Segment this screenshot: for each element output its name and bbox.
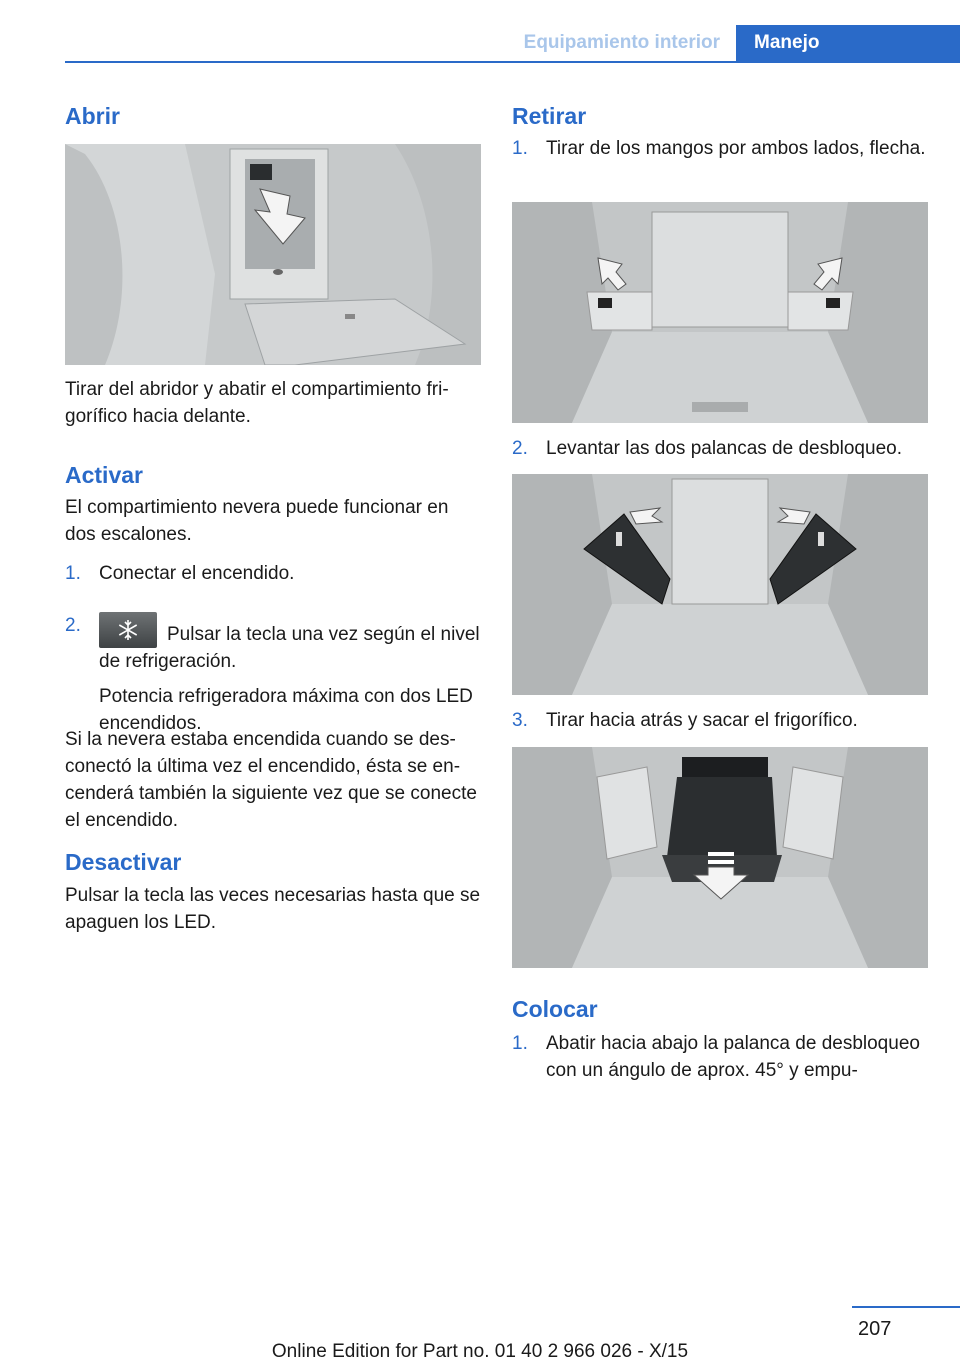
heading-desactivar: Desactivar [65, 849, 182, 875]
page-header [65, 25, 960, 63]
step-text: Levantar las dos palancas de desbloqueo. [546, 438, 902, 459]
step-text: Pulsar la tecla una vez según el nivel de refrigeración. [99, 624, 480, 672]
abrir-caption: Tirar del abridor y abatir el compartimiento frigorífico hacia delante. [65, 379, 449, 427]
step-number: 2. [512, 438, 528, 459]
figure-release-levers [512, 474, 928, 695]
heading-abrir: Abrir [65, 103, 120, 129]
heading-colocar: Colocar [512, 996, 598, 1022]
step-number: 1. [65, 563, 81, 584]
footer-rule [852, 1306, 960, 1308]
step-number: 1. [512, 1033, 528, 1054]
step-number: 3. [512, 710, 528, 731]
activar-outro: Si la nevera estaba encendida cuando se desconectó la última vez el encendido, ésta se encenderá también la siguiente vez que se conecte el encendido. [65, 729, 477, 831]
header-chapter-tab: Manejo [736, 25, 960, 61]
activar-outro-block [65, 726, 481, 834]
heading-retirar: Retirar [512, 103, 587, 129]
header-section-title: Equipamiento interior [523, 32, 720, 53]
step-text: Tirar hacia atrás y sacar el frigorífico. [546, 710, 858, 731]
step-note: Potencia refrigeradora máxima con dos LED encendidos. [99, 686, 473, 734]
desactivar-text: Pulsar la tecla las veces necesarias hasta que se apaguen los LED. [65, 885, 481, 933]
edition-note: Online Edition for Part no. 01 40 2 966 026 - X/15 [271, 1341, 689, 1362]
figure-pull-out-cooler [512, 747, 928, 968]
figure-pull-handles [512, 202, 928, 423]
activar-intro: El compartimiento nevera puede funcionar en dos escalones. [65, 497, 449, 545]
figure-open-cooler [65, 144, 481, 365]
desactivar-text-block [65, 882, 481, 936]
step-text: Tirar de los mangos por ambos lados, flecha. [546, 138, 926, 159]
step-text: Abatir hacia abajo la palanca de desbloqueo con un ángulo de aprox. 45° y empu- [546, 1033, 920, 1081]
abrir-caption-block [65, 376, 481, 430]
heading-activar: Activar [65, 462, 143, 488]
step-number: 2. [65, 615, 81, 636]
step-number: 1. [512, 138, 528, 159]
page-number: 207 [858, 1318, 892, 1340]
snowflake-icon [99, 612, 157, 648]
step-text: Conectar el encendido. [99, 563, 295, 584]
activar-intro-block [65, 494, 481, 548]
